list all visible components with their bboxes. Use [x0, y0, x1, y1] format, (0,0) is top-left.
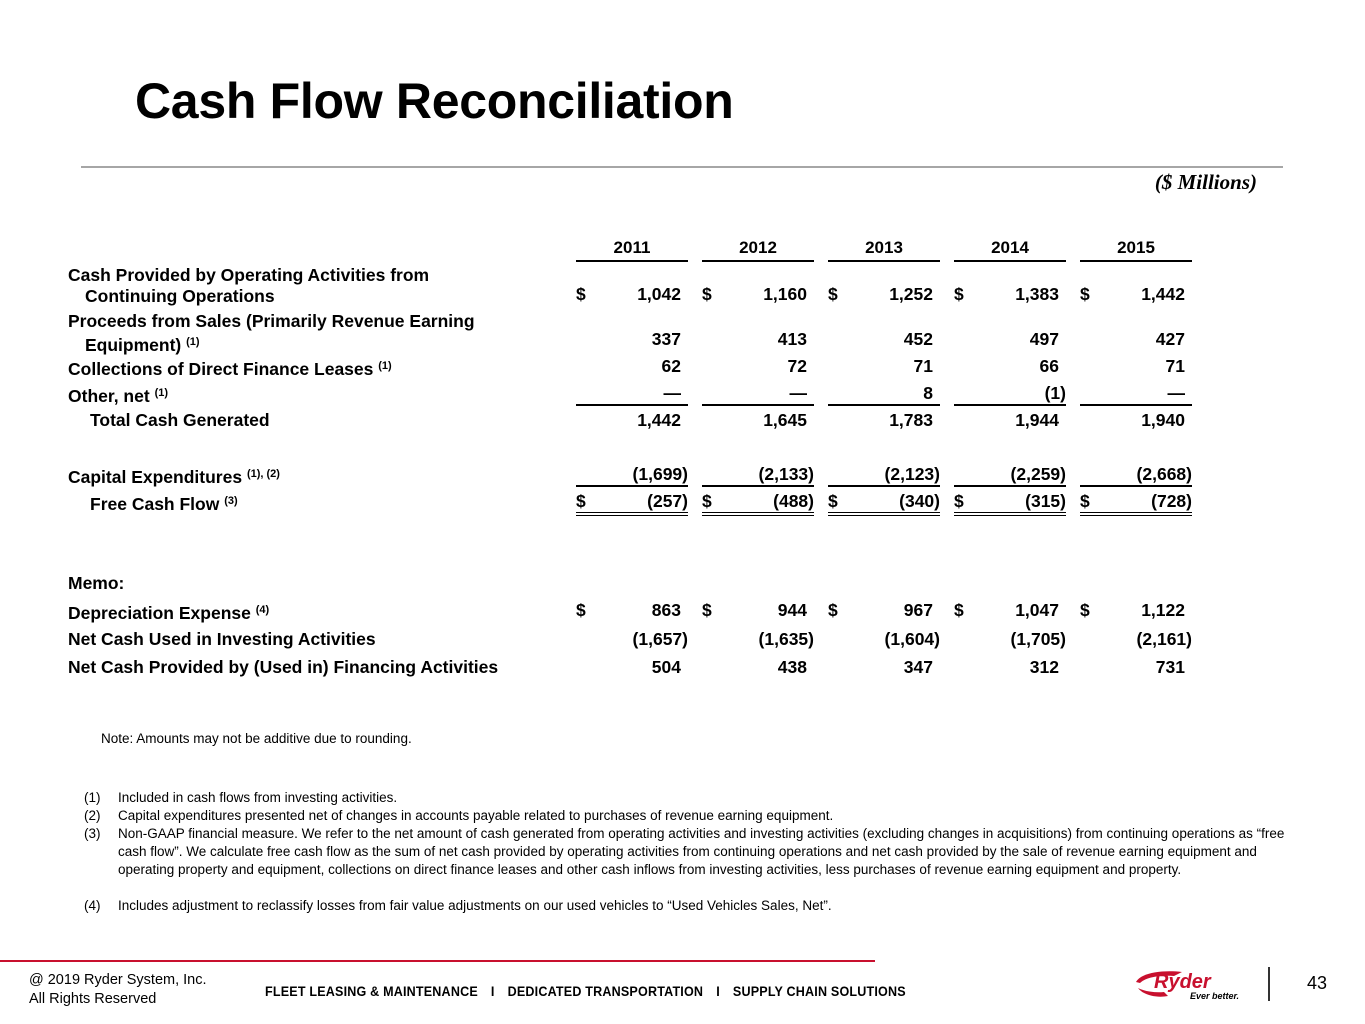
table-cell — [702, 463, 814, 487]
table-cell — [576, 283, 688, 305]
table-cell — [828, 409, 940, 431]
ryder-logo — [1134, 968, 1246, 1004]
cell-value: 504 — [651, 657, 681, 677]
cell-value: 62 — [661, 356, 681, 376]
cell-value: (488) — [773, 491, 814, 511]
row-label-depreciation: Depreciation Expense $^{(4)}$ — [68, 603, 270, 623]
cell-value: 944 — [777, 600, 807, 620]
cell-value: 1,047 — [1015, 600, 1059, 620]
row-label-cfo: Cash Provided by Operating Activities from Continuing Operations — [68, 265, 430, 306]
year-header: 2015 — [1080, 238, 1192, 262]
cell-value: — — [1167, 383, 1185, 403]
cell-value: 1,442 — [637, 410, 681, 430]
cell-value: 452 — [903, 329, 933, 349]
cell-value: 8 — [923, 383, 933, 403]
table-cell — [1080, 382, 1192, 406]
table-cell — [1080, 463, 1192, 487]
table-cell — [1080, 490, 1192, 516]
table-cell — [702, 382, 814, 406]
currency-symbol: $ — [576, 284, 586, 304]
table-cell — [1080, 328, 1192, 350]
currency-symbol: $ — [702, 600, 712, 620]
footer-separator — [1268, 967, 1270, 1001]
row-label-capex: Capital Expenditures $^{(1), (2)}$ — [68, 467, 280, 487]
row-label-proceeds: Proceeds from Sales (Primarily Revenue Earning Equipment) $^{(1)}$ — [68, 311, 475, 355]
table-cell — [576, 355, 688, 377]
service-tagline: FLEET LEASING & MAINTENANCE I DEDICATED TRANSPORTATION I SUPPLY CHAIN SOLUTIONS — [265, 984, 906, 999]
cell-value: 1,645 — [763, 410, 807, 430]
cell-value: — — [789, 383, 807, 403]
table-cell — [1080, 656, 1192, 678]
cell-value: (340) — [899, 491, 940, 511]
currency-symbol: $ — [954, 284, 964, 304]
row-label-collections: Collections of Direct Finance Leases $^{(1)}$ — [68, 359, 392, 379]
table-cell — [954, 283, 1066, 305]
cell-value: (728) — [1151, 491, 1192, 511]
table-cell — [702, 490, 814, 516]
table-cell — [828, 382, 940, 406]
cell-value: (257) — [647, 491, 688, 511]
table-cell — [954, 463, 1066, 487]
cell-value: 1,252 — [889, 284, 933, 304]
table-cell — [702, 656, 814, 678]
currency-symbol: $ — [828, 284, 838, 304]
memo-label: Memo: — [68, 573, 125, 593]
currency-symbol: $ — [576, 491, 586, 511]
cell-value: 1,944 — [1015, 410, 1059, 430]
cell-value: 71 — [1165, 356, 1185, 376]
currency-symbol: $ — [954, 491, 964, 511]
table-cell — [576, 599, 688, 621]
year-header: 2013 — [828, 238, 940, 262]
table-cell — [954, 656, 1066, 678]
cell-value: (1,705) — [1010, 629, 1066, 649]
cell-value: (1,635) — [758, 629, 814, 649]
table-cell — [1080, 409, 1192, 431]
row-label-investing: Net Cash Used in Investing Activities — [68, 629, 376, 649]
table-cell — [954, 599, 1066, 621]
cell-value: — — [663, 383, 681, 403]
cell-value: (1,699) — [632, 464, 688, 484]
table-cell — [702, 628, 814, 650]
cell-value: 347 — [903, 657, 933, 677]
table-cell — [954, 628, 1066, 650]
cell-value: (2,133) — [758, 464, 814, 484]
cell-value: (1,657) — [632, 629, 688, 649]
cell-value: 1,160 — [763, 284, 807, 304]
currency-symbol: $ — [954, 600, 964, 620]
table-cell — [576, 463, 688, 487]
currency-symbol: $ — [828, 600, 838, 620]
table-cell — [702, 283, 814, 305]
row-label-financing: Net Cash Provided by (Used in) Financing Activities — [68, 657, 499, 677]
currency-symbol: $ — [1080, 600, 1090, 620]
cell-value: 1,042 — [637, 284, 681, 304]
cell-value: 337 — [651, 329, 681, 349]
cell-value: (1,604) — [884, 629, 940, 649]
cell-value: 1,940 — [1141, 410, 1185, 430]
currency-symbol: $ — [702, 284, 712, 304]
table-cell — [954, 490, 1066, 516]
table-cell — [576, 628, 688, 650]
year-header: 2012 — [702, 238, 814, 262]
table-cell — [576, 490, 688, 516]
table-cell — [576, 382, 688, 406]
currency-symbol: $ — [702, 491, 712, 511]
table-cell — [576, 409, 688, 431]
cell-value: 312 — [1029, 657, 1059, 677]
table-cell — [1080, 599, 1192, 621]
cell-value: 497 — [1029, 329, 1059, 349]
row-label-other: Other, net $^{(1)}$ — [68, 386, 169, 406]
table-cell — [702, 328, 814, 350]
cell-value: 438 — [777, 657, 807, 677]
units-label: ($ Millions) — [1154, 170, 1257, 194]
table-cell — [828, 599, 940, 621]
cell-value: 427 — [1155, 329, 1185, 349]
table-cell — [576, 328, 688, 350]
table-cell — [828, 283, 940, 305]
currency-symbol: $ — [1080, 284, 1090, 304]
year-header: 2014 — [954, 238, 1066, 262]
cell-value: 1,783 — [889, 410, 933, 430]
cell-value: (315) — [1025, 491, 1066, 511]
table-cell — [1080, 628, 1192, 650]
cell-value: 1,383 — [1015, 284, 1059, 304]
table-cell — [954, 409, 1066, 431]
cell-value: (1) — [1044, 383, 1066, 403]
title-divider — [81, 166, 1283, 168]
table-cell — [954, 382, 1066, 406]
currency-symbol: $ — [576, 600, 586, 620]
table-cell — [828, 463, 940, 487]
svg-text:Ryder: Ryder — [1154, 971, 1211, 993]
currency-symbol: $ — [828, 491, 838, 511]
rounding-note: Note: Amounts may not be additive due to rounding. — [101, 731, 412, 746]
cell-value: 66 — [1039, 356, 1059, 376]
cell-value: 413 — [777, 329, 807, 349]
table-cell — [828, 628, 940, 650]
cell-value: 863 — [651, 600, 681, 620]
table-cell — [1080, 355, 1192, 377]
footer-divider — [0, 960, 875, 962]
cell-value: 967 — [903, 600, 933, 620]
year-header: 2011 — [576, 238, 688, 262]
table-cell — [828, 656, 940, 678]
table-cell — [702, 355, 814, 377]
table-cell — [954, 355, 1066, 377]
cell-value: 72 — [787, 356, 807, 376]
table-cell — [576, 656, 688, 678]
table-cell — [1080, 283, 1192, 305]
row-label-fcf: Free Cash Flow $^{(3)}$ — [90, 494, 238, 514]
table-cell — [828, 355, 940, 377]
cell-value: 731 — [1155, 657, 1185, 677]
table-cell — [828, 328, 940, 350]
cell-value: 71 — [913, 356, 933, 376]
table-cell — [702, 599, 814, 621]
cell-value: (2,161) — [1136, 629, 1192, 649]
cell-value: 1,442 — [1141, 284, 1185, 304]
cell-value: (2,668) — [1136, 464, 1192, 484]
table-cell — [954, 328, 1066, 350]
page-number: 43 — [1307, 973, 1328, 993]
cell-value: 1,122 — [1141, 600, 1185, 620]
slide-title: Cash Flow Reconciliation — [135, 73, 734, 129]
cell-value: (2,259) — [1010, 464, 1066, 484]
svg-text:Ever better.: Ever better. — [1190, 991, 1240, 1001]
table-cell — [702, 409, 814, 431]
currency-symbol: $ — [1080, 491, 1090, 511]
cell-value: (2,123) — [884, 464, 940, 484]
table-cell — [828, 490, 940, 516]
row-label-total: Total Cash Generated — [90, 410, 270, 430]
copyright: @ 2019 Ryder System, Inc. All Rights Reserved — [29, 972, 207, 1007]
